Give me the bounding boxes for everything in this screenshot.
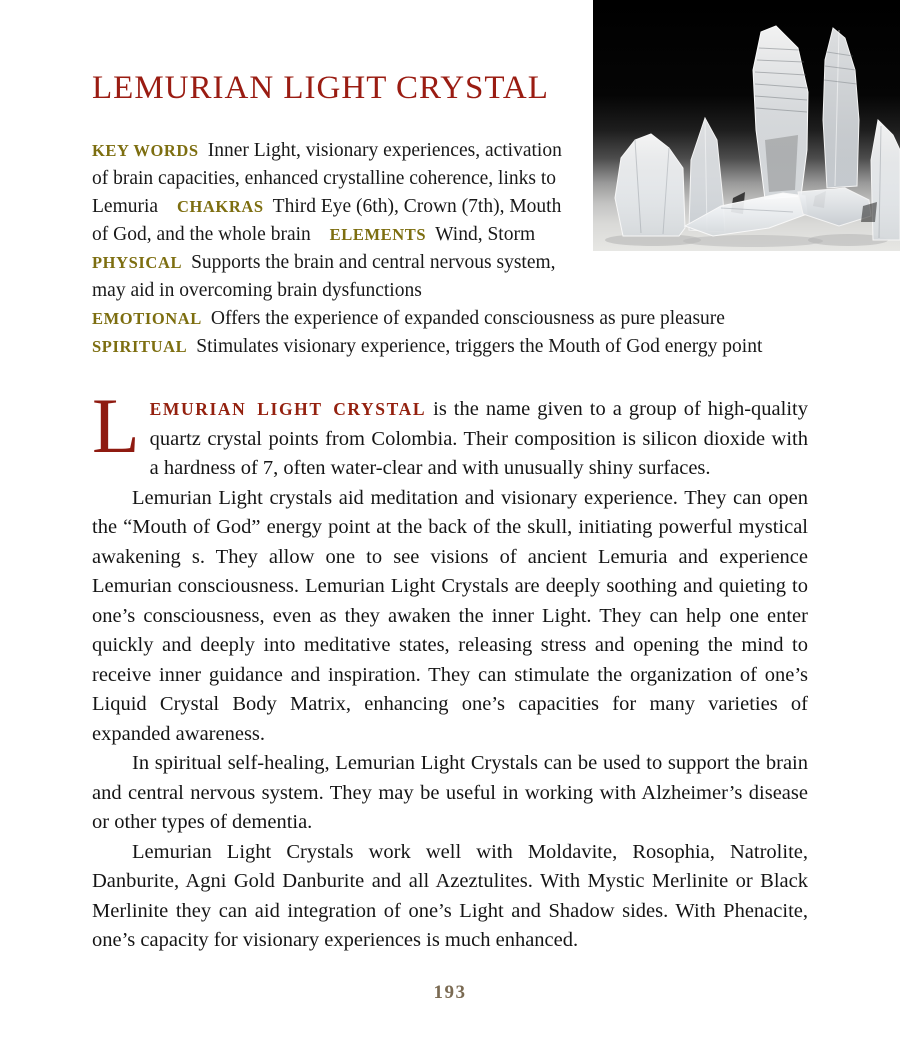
elements-text: Wind, Storm — [435, 224, 536, 245]
page-number: 193 — [433, 981, 467, 1003]
physical-text: Supports the brain and central nervous system, may aid in overcoming brain dysfunctions — [92, 252, 556, 301]
keywords-label: KEY WORDS — [92, 141, 199, 160]
lead-paragraph — [92, 382, 808, 484]
spiritual-label: SPIRITUAL — [92, 337, 188, 356]
lead-smallcaps: EMURIAN LIGHT CRYSTAL — [149, 399, 427, 419]
elements-label: ELEMENTS — [329, 225, 427, 244]
lead-rest: is the name given to a group of high-quality quartz crystal points from Colombia. Their composition is silicon dioxide with a hardness of 7, often water-clear and with unusually shiny surfaces. — [149, 398, 808, 479]
emotional-text: Offers the experience of expanded consciousness as pure pleasure — [210, 308, 725, 329]
crystal-photo-illustration — [593, 0, 900, 251]
physical-label: PHYSICAL — [92, 253, 183, 272]
emotional-label: EMOTIONAL — [92, 309, 202, 328]
paragraph-healing: In spiritual self-healing, Lemurian Light Crystals can be used to support the brain and central nervous system. They may be useful in working with Alzheimer’s disease or other types of dementia. — [92, 752, 808, 833]
chakras-text: Third Eye (6th), Crown (7th), Mouth of God, and the whole brain — [92, 196, 562, 245]
paragraph-meditation: Lemurian Light crystals aid meditation and visionary experience. They can open the “Mouth of God” energy point at the back of the skull, initiating powerful mystical awakening s. They allow one to see visions of ancient Lemuria and experience Lemurian consciousness. Lemurian Light Crystals are deeply soothing and quieting to one’s consciousness, even as they awaken the inner Light. They can help one enter quickly and deeply into meditative states, releasing stress and opening the mind to receive inner guidance and inspiration. They can stimulate the organization of one’s Liquid Crystal Body Matrix, enhancing one’s capacities for many varieties of expanded awareness. — [92, 486, 808, 745]
keywords-text: Inner Light, visionary experiences, activation of brain capacities, enhanced crystalline coherence, links to Lemuria — [92, 140, 562, 217]
spiritual-text: Stimulates visionary experience, triggers the Mouth of God energy point — [196, 336, 763, 357]
body-copy — [92, 382, 808, 956]
crystal-photo — [593, 0, 900, 251]
chakras-label: CHAKRAS — [176, 197, 264, 216]
paragraph-combinations: Lemurian Light Crystals work well with Moldavite, Rosophia, Natrolite, Danburite, Agni Gold Danburite and all Azeztulites. With Mystic Merlinite or Black Merlinite they can aid integration of one’s Light and Shadow sides. With Phenacite, one’s capacity for visionary experiences is much enhanced. — [92, 840, 808, 951]
drop-cap: L — [92, 382, 140, 469]
page-title: LEMURIAN LIGHT CRYSTAL — [92, 70, 549, 106]
